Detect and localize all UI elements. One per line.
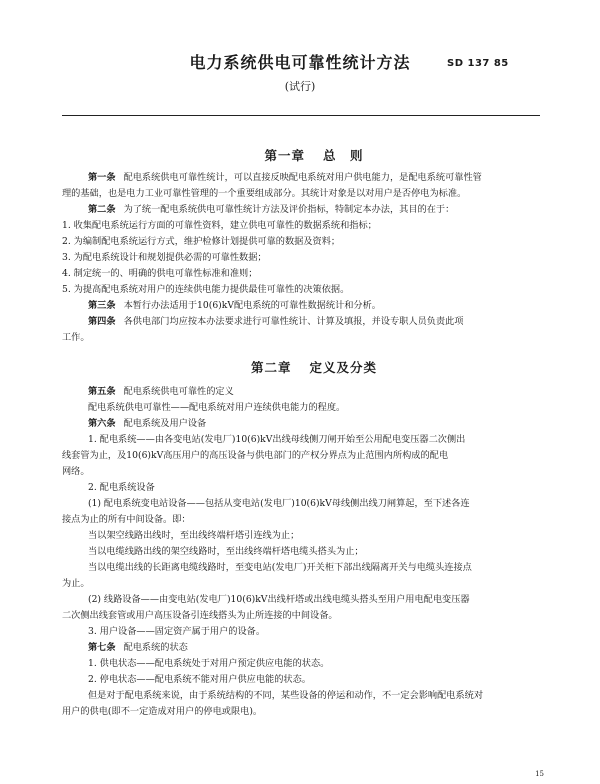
article-2-item: 4. 制定统一的、明确的供电可靠性标准和准则； — [62, 268, 258, 279]
article-4-cont: 工作。 — [62, 332, 90, 343]
article-4-label: 第四条 — [88, 316, 116, 327]
article-6-p2-1: (1) 配电系统变电站设备——包括从变电站(发电厂)10(6)kV母线侧出线刀闸算起，至下述各连 — [88, 498, 470, 509]
document-body — [62, 148, 540, 720]
article-7-label: 第七条 — [88, 642, 116, 653]
article-6 — [88, 416, 540, 432]
chapter-1-heading — [88, 148, 540, 164]
article-6-text: 配电系统及用户设备 — [123, 418, 207, 429]
article-2-item: 3. 为配电系统设计和规划提供必需的可靠性数据； — [62, 252, 267, 263]
chapter-2-label: 第二章 — [250, 360, 292, 375]
article-3-label: 第三条 — [88, 300, 116, 311]
article-4-text: 各供电部门均应按本办法要求进行可靠性统计、计算及填报，并设专职人员负责此项 — [123, 316, 464, 327]
article-3-text: 本暂行办法适用于10(6)kV配电系统的可靠性数据统计和分析。 — [123, 300, 381, 311]
article-6-p2: 2. 配电系统设备 — [88, 482, 155, 493]
article-1-text: 配电系统供电可靠性统计，可以直接反映配电系统对用户供电能力，是配电系统可靠性管 — [123, 172, 482, 183]
document-title: 电力系统供电可靠性统计方法 — [189, 53, 411, 72]
article-1 — [88, 170, 540, 186]
article-6-p1-cont: 线套管为止，及10(6)kV高压用户的高压设备与供电部门的产权分界点为止范围内所构成的配电 — [62, 450, 449, 461]
article-6-p2-1-case: 当以电缆线路出线的架空线路时，至出线终端杆塔电缆头搭头为止； — [88, 546, 364, 557]
article-2-item: 2. 为编制配电系统运行方式，维护检修计划提供可靠的数据及资料； — [62, 236, 341, 247]
article-6-p2-1-case: 当以电缆出线的长距离电缆线路时，至变电站(发电厂)开关柜下部出线隔离开关与电缆头连接点 — [88, 562, 472, 573]
article-3 — [88, 298, 540, 314]
article-2-item: 1. 收集配电系统运行方面的可靠性资料，建立供电可靠性的数据系统和指标； — [62, 220, 377, 231]
chapter-2-heading — [88, 360, 540, 376]
chapter-1-label: 第一章 — [264, 148, 305, 163]
article-6-p2-2: (2) 线路设备——由变电站(发电厂)10(6)kV出线杆塔或出线电缆头搭头至用户用电配电变压器 — [88, 594, 470, 605]
article-7-s2: 2. 停电状态——配电系统不能对用户供应电能的状态。 — [88, 674, 311, 685]
article-2-item: 5. 为提高配电系统对用户的连续供电能力提供最佳可靠性的决策依据。 — [62, 284, 350, 295]
page-number: 15 — [535, 770, 544, 778]
article-6-p2-1-cont: 接点为止的所有中间设备。即： — [62, 514, 191, 525]
article-6-p3: 3. 用户设备——固定资产属于用户的设备。 — [88, 626, 266, 637]
article-6-p1: 1. 配电系统——由各变电站(发电厂)10(6)kV出线母线侧刀闸开始至公用配电变压器二次侧出 — [88, 434, 466, 445]
article-7-s3-cont: 用户的供电(即不一定造成对用户的停电或限电)。 — [62, 706, 263, 717]
article-5-text: 配电系统供电可靠性的定义 — [123, 386, 234, 397]
article-6-p2-2-cont: 二次侧出线套管或用户高压设备引连线搭头为止所连接的中间设备。 — [62, 610, 338, 621]
article-5-definition: 配电系统供电可靠性——配电系统对用户连续供电能力的程度。 — [88, 402, 346, 413]
chapter-1-name: 总 则 — [323, 148, 364, 163]
article-4 — [88, 314, 540, 330]
article-2-text: 为了统一配电系统供电可靠性统计方法及评价指标，特制定本办法，其目的在于： — [123, 204, 455, 215]
article-5-label: 第五条 — [88, 386, 116, 397]
article-6-p1-cont: 网络。 — [62, 466, 90, 477]
article-2 — [88, 202, 540, 218]
article-6-p2-1-case: 当以架空线路出线时，至出线终端杆塔引连线为止； — [88, 530, 300, 541]
article-1-cont: 理的基础，也是电力工业可靠性管理的一个重要组成部分。其统计对象是以对用户是否停电为标准。 — [62, 188, 467, 199]
article-5 — [88, 384, 540, 400]
document-subtitle: (试行) — [284, 80, 316, 93]
article-6-label: 第六条 — [88, 418, 116, 429]
header-rule — [62, 115, 540, 116]
article-7-s1: 1. 供电状态——配电系统处于对用户预定供应电能的状态。 — [88, 658, 330, 669]
standard-code: SD 137 85 — [447, 58, 509, 69]
article-7-s3: 但是对于配电系统来说，由于系统结构的不同，某些设备的停运和动作，不一定会影响配电系统对 — [88, 690, 484, 701]
article-7-text: 配电系统的状态 — [123, 642, 188, 653]
chapter-2-name: 定义及分类 — [309, 360, 378, 375]
article-6-p2-1-cont: 为止。 — [62, 578, 90, 589]
article-1-label: 第一条 — [88, 172, 116, 183]
article-7 — [88, 640, 540, 656]
article-2-label: 第二条 — [88, 204, 116, 215]
